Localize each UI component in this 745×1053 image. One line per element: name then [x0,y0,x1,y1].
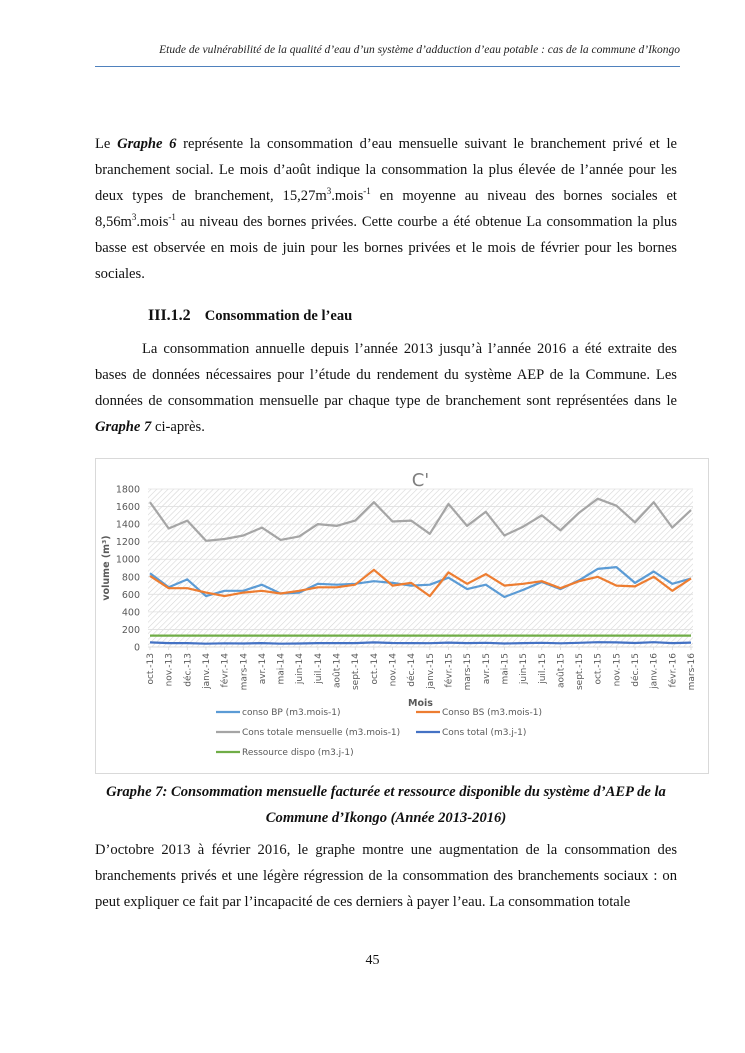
legend-entry: Cons total (m3.j-1) [442,728,527,738]
x-tick-label: mai-14 [276,653,287,685]
x-tick-label: oct.-13 [146,653,156,685]
y-tick-label: 400 [121,607,140,619]
x-tick-label: août-15 [556,653,567,688]
y-axis-label: volume (m³) [101,535,112,601]
x-tick-label: août-14 [332,653,343,688]
x-tick-label: nov.-15 [612,653,623,687]
x-tick-label: juin-14 [295,653,306,685]
legend-entry: conso BP (m3.mois-1) [242,708,341,718]
superscript: 3 [131,212,137,223]
superscript: -1 [168,212,176,223]
x-tick-label: nov.-13 [164,653,175,687]
caption-line-1: Graphe 7: Consommation mensuelle facturée et ressource disponible du système d’AEP de la [106,784,666,800]
x-axis-label: Mois [408,698,433,709]
legend-entry: Ressource dispo (m3.j-1) [242,748,354,758]
text: représente la consommation d’eau mensuelle suivant le branchement privé et le branchement social. Le mois d’août indique la consommation la plus élevée de l’année pour les deux types de branchement, 15,27m [95,136,678,204]
running-header: Etude de vulnérabilité de la qualité d’eau d’un système d’adduction d’eau potable : cas de la commune d’Ikongo [159,44,680,56]
superscript: 3 [326,186,332,197]
x-tick-label: avr.-15 [481,653,492,685]
text: Le [95,136,118,152]
figure-caption [95,779,677,831]
legend-entry: Conso BS (m3.mois-1) [442,708,542,718]
line-chart [96,459,708,773]
x-tick-label: oct.-14 [369,653,380,685]
x-tick-label: mars-15 [463,653,474,691]
x-tick-label: nov.-14 [388,653,399,687]
x-tick-label: janv.-15 [425,653,436,689]
x-tick-label: juin-15 [519,653,530,685]
superscript: -1 [363,186,371,197]
x-tick-label: sept.-15 [575,653,586,691]
y-tick-label: 200 [121,624,140,636]
page-number: 45 [365,953,380,968]
text: au niveau des bornes privées. Cette courbe a été obtenue La consommation la plus basse est observée en mois de juin pour les bornes privées et le mois de février pour les bornes sociales. [95,214,677,282]
x-tick-label: sept.-14 [351,653,362,691]
y-tick-label: 1200 [115,537,140,549]
x-tick-label: juil.-14 [313,653,324,684]
paragraph-graphe6 [95,131,677,287]
y-tick-label: 0 [133,642,140,654]
legend-entry: Cons totale mensuelle (m3.mois-1) [242,728,401,738]
x-tick-label: févr.-16 [668,653,679,688]
y-tick-label: 800 [121,572,140,584]
chart-graphe7 [95,458,709,774]
y-tick-label: 1000 [115,554,140,566]
x-tick-label: janv.-14 [201,653,212,689]
section-title: Consommation de l’eau [204,308,353,324]
caption-line-2: Commune d’Ikongo (Année 2013-2016) [265,810,507,826]
x-tick-label: avr.-14 [257,653,268,685]
text: .mois [136,214,169,230]
section-heading [148,307,352,325]
paragraph-analysis [95,837,677,915]
x-tick-label: mai-15 [500,653,511,685]
x-tick-label: févr.-15 [444,653,455,688]
figure-reference: Graphe 6 [117,136,177,152]
chart-title: C' [411,470,430,491]
y-tick-label: 1800 [115,484,140,496]
text: en moyenne au niveau des bornes sociales et 8,56m [95,188,677,230]
text: ci-après. [151,419,205,435]
y-tick-label: 1600 [115,502,140,514]
x-tick-label: juil.-15 [537,653,548,684]
x-tick-label: mars-14 [239,653,250,691]
text: D’octobre 2013 à février 2016, le graphe montre une augmentation de la consommation des branchements privés et une légère régression de la consommation des branchements sociaux : on peut expliquer ce fait par l’incapacité de ces derniers à payer l’eau. La consommation totale [95,842,677,910]
y-tick-label: 1400 [115,519,140,531]
header-rule [95,66,680,67]
figure-reference: Graphe 7 [95,419,152,435]
x-tick-label: oct.-15 [593,653,604,685]
x-tick-label: mars-16 [687,653,697,691]
text: La consommation annuelle depuis l’année 2013 jusqu’à l’année 2016 a été extraite des bases de données nécessaires pour l’étude du rendement du système AEP de la Commune. Les données de consommation mensuelle par chaque type de branchement sont représentées dans le [95,341,677,409]
paragraph-intro-graphe7 [95,336,677,440]
y-tick-label: 600 [121,589,140,601]
x-tick-label: déc.-15 [631,653,642,687]
x-tick-label: févr.-14 [220,653,231,688]
x-tick-label: déc.-13 [183,653,194,687]
section-number: III.1.2 [148,307,191,324]
x-tick-label: janv.-16 [649,653,660,689]
text: .mois [331,188,364,204]
x-tick-label: déc.-14 [407,653,418,687]
